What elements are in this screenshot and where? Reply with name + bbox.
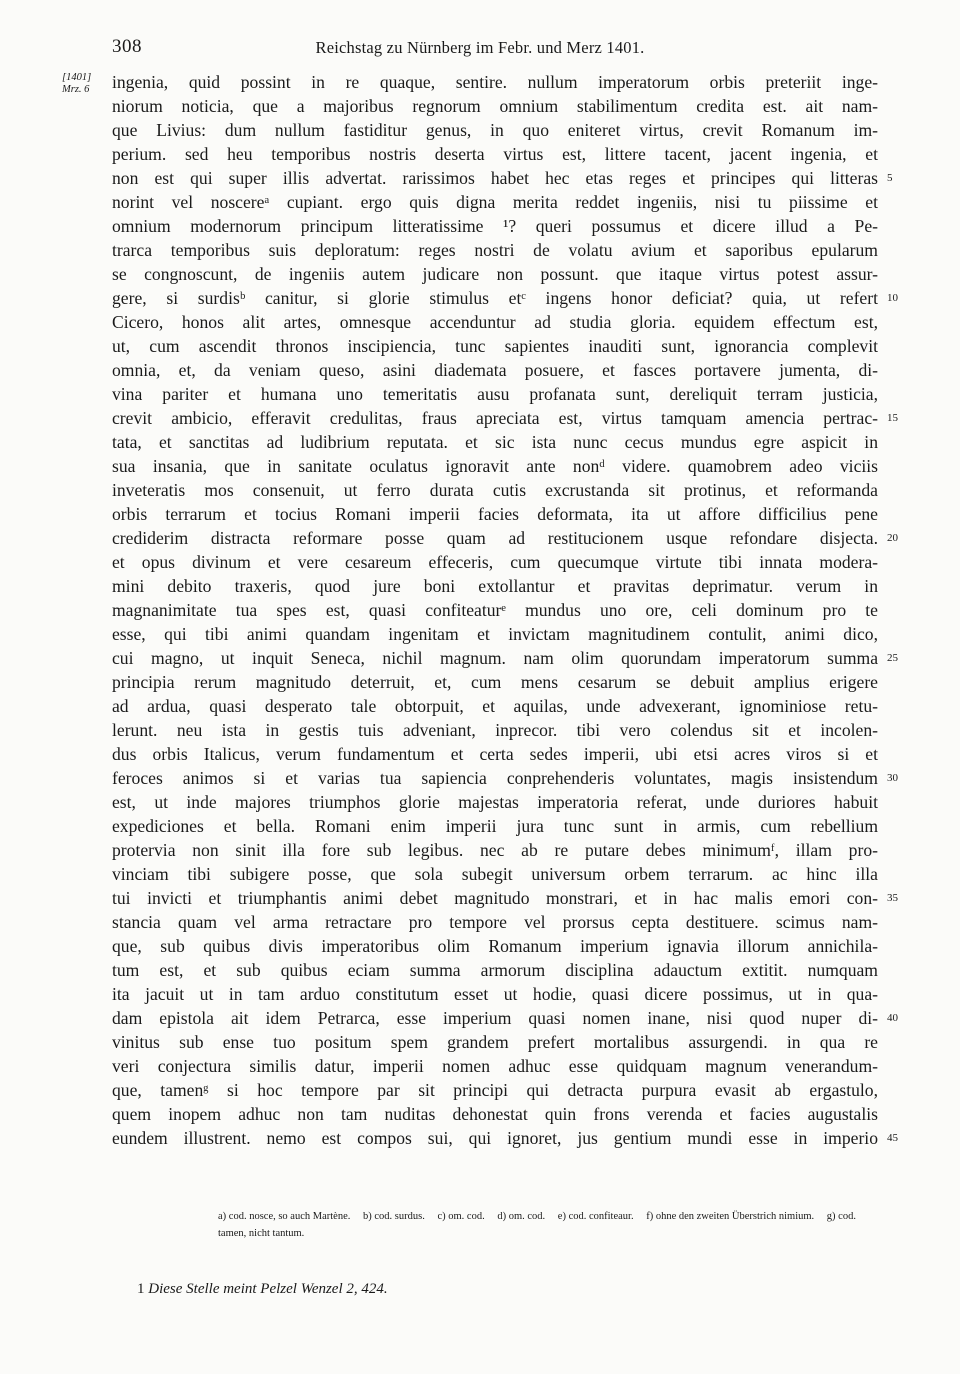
text-line: quem inopem adhuc non tam nuditas dehonestat quin frons verenda et facies augustalis	[112, 1104, 878, 1124]
text-line: stancia quam vel arma retractare pro tempore vel prorsus cepta destituere. scimus nam-	[112, 912, 878, 932]
line-number: 5	[887, 172, 893, 184]
text-line: est, ut inde majores triumphos glorie majestas imperatoria referat, unde duriores habuit	[112, 792, 878, 812]
line-number: 45	[887, 1132, 898, 1144]
main-text	[112, 70, 878, 1150]
variant-note: b) cod. surdus.	[363, 1211, 425, 1222]
footnote-text: Diese Stelle meint Pelzel Wenzel 2, 424.	[148, 1281, 388, 1297]
text-line: protervia non sinit illa fore sub legibus. nec ab re putare debes minimumᶠ, illam pro-	[112, 840, 878, 860]
text-line: crediderim distracta reformare posse quam ad restitucionem usque refondare disjecta.	[112, 528, 878, 548]
text-line: que, sub quibus divis imperatoribus olim Romanum imperium ignavia illorum annichila-	[112, 936, 878, 956]
line-number: 25	[887, 652, 898, 664]
footnote-marker: 1	[137, 1281, 145, 1297]
line-number: 10	[887, 292, 898, 304]
page-number: 308	[112, 36, 142, 57]
text-line: ad ardua, quasi desperato tale obtorpuit, et aquilas, unde advexerant, ignominiose retu-	[112, 696, 878, 716]
text-line: lerunt. neu ista in gestis tuis adveniant, inprecor. tibi vero colendus sit et incolen-	[112, 720, 878, 740]
footnote	[137, 1281, 388, 1298]
text-line: feroces animos si et varias tua sapiencia conprehenderis voluntates, magis insistendum	[112, 768, 878, 788]
text-line: orbis terrarum et tocius Romani imperii facies deformata, ita ut affore difficilius pene	[112, 504, 878, 524]
text-line: trarca temporibus suis deploratum: reges nostri de volatu avium et saporibus epularum	[112, 240, 878, 260]
variant-note: e) cod. confiteaur.	[557, 1211, 634, 1222]
text-line: omnium modernorum principum litteratissime ¹? queri possumus et dicere illud a Pe-	[112, 216, 878, 236]
text-line: que, tamenᵍ si hoc tempore par sit principi qui detracta purpura evasit ab ergastulo,	[112, 1080, 878, 1100]
text-line: inveteratis mos consenuit, ut ferro durata cutis excrustanda sit protinus, et reformanda	[112, 480, 878, 500]
text-line: vinciam tibi subigere posse, que sola subegit universum orbem terrarum. ac hinc illa	[112, 864, 878, 884]
text-line: vinitus sub ense tuo positum spem grandem prefert mortalibus assurgendi. in qua re	[112, 1032, 878, 1052]
margin-day: Mrz. 6	[62, 84, 90, 95]
variant-note: d) om. cod.	[497, 1211, 546, 1222]
text-line: et opus divinum et vere cesareum effeceris, cum quecumque virtute tibi innata modera-	[112, 552, 878, 572]
text-line: vina pariter et humana uno temeritatis ausu profanata sunt, dereliquit terram justicia,	[112, 384, 878, 404]
text-line: mini debito traxeris, quod jure boni extollantur et pravitas deprimatur. verum in	[112, 576, 878, 596]
variant-note: g) cod. tamen, nicht tantum.	[218, 1211, 856, 1239]
margin-year: [1401]	[62, 72, 92, 83]
line-number: 20	[887, 532, 898, 544]
line-number: 15	[887, 412, 898, 424]
line-number: 30	[887, 772, 898, 784]
text-line: dam epistola ait idem Petrarca, esse imperium quasi nomen inane, nisi quod nuper di-	[112, 1008, 878, 1028]
text-line: ut, cum ascendit thronos inscipiencia, tunc sapientes inauditi sunt, ignorancia complevit	[112, 336, 878, 356]
text-line: perium. sed heu temporibus nostris deserta virtus est, littere tacent, jacent ingenia, et	[112, 144, 878, 164]
text-line: tui invicti et triumphantis animi debet magnitudo monstrari, et in hac malis emori con-	[112, 888, 878, 908]
text-line: esse, qui tibi animi quandam ingenitam et invictam magnitudinem contulit, animi dico,	[112, 624, 878, 644]
text-line: crevit ambicio, efferavit credulitas, fraus apreciata est, virtus tamquam amencia pertrac-	[112, 408, 878, 428]
text-line: eundem illustrent. nemo est compos sui, qui ignoret, jus gentium mundi esse in imperio	[112, 1128, 878, 1148]
text-line: norint vel noscereᵃ cupiant. ergo quis digna merita reddet ingeniis, nisi tu piissime et	[112, 192, 878, 212]
text-line: veri conjectura similis datur, imperii nomen adhuc esse quidquam magnum venerandum-	[112, 1056, 878, 1076]
running-title: Reichstag zu Nürnberg im Febr. und Merz 1401.	[315, 38, 645, 57]
line-number: 35	[887, 892, 898, 904]
text-line: principia rerum magnitudo deterruit, et, cum mens cesarum se debuit amplius erigere	[112, 672, 878, 692]
variant-note: a) cod. nosce, so auch Martène.	[218, 1211, 351, 1222]
text-line: se congnoscunt, de ingeniis autem judicare non possunt. que itaque virtus potest assur-	[112, 264, 878, 284]
variant-note: f) ohne den zweiten Überstrich nimium.	[646, 1211, 815, 1222]
text-line: ingenia, quid possint in re quaque, sentire. nullum imperatorum orbis preteriit inge-	[112, 72, 878, 92]
text-line: expediciones et bella. Romani enim imperii jura tunc sunt in armis, cum rebellium	[112, 816, 878, 836]
text-line: non est qui super illis advertat. rarissimos habet hec etas reges et principes qui litteras	[112, 168, 878, 188]
text-line: gere, si surdisᵇ canitur, si glorie stimulus etᶜ ingens honor deficiat? quia, ut refert	[112, 288, 878, 308]
text-line: cui magno, ut inquit Seneca, nichil magnum. nam olim quorundam imperatorum summa	[112, 648, 878, 668]
line-number: 40	[887, 1012, 898, 1024]
text-line: dus orbis Italicus, verum fundamentum et certa sedes imperii, ubi etsi acres viros si et	[112, 744, 878, 764]
text-line: niorum noticia, que a majoribus regnorum omnium stabilimentum credita est. ait nam-	[112, 96, 878, 116]
variant-notes	[218, 1208, 878, 1242]
text-line: omnia, et, da veniam queso, asini diademata posuere, et fasces portavere jumenta, di-	[112, 360, 878, 380]
margin-date-note	[62, 72, 91, 96]
text-line: que Livius: dum nullum fastiditur genus, in quo eniteret virtus, crevit Romanum im-	[112, 120, 878, 140]
text-line: Cicero, honos alit artes, omnesque accenduntur ad studia gloria. equidem effectum est,	[112, 312, 878, 332]
text-line: ita jacuit ut in tam arduo constitutum esset ut hodie, quasi dicere possimus, ut in qua-	[112, 984, 878, 1004]
variant-note: c) om. cod.	[437, 1211, 485, 1222]
text-line: tata, et sanctitas ad ludibrium reputata. et sic ista nunc cecus mundus egre aspicit in	[112, 432, 878, 452]
text-line: magnanimitate tua spes est, quasi confiteaturᵉ mundus uno ore, celi dominum pro te	[112, 600, 878, 620]
text-line: sua insania, que in sanitate oculatus ignoravit ante nonᵈ videre. quamobrem adeo viciis	[112, 456, 878, 476]
text-line: tum est, et sub quibus eciam summa armorum disciplina adauctum extitit. numquam	[112, 960, 878, 980]
